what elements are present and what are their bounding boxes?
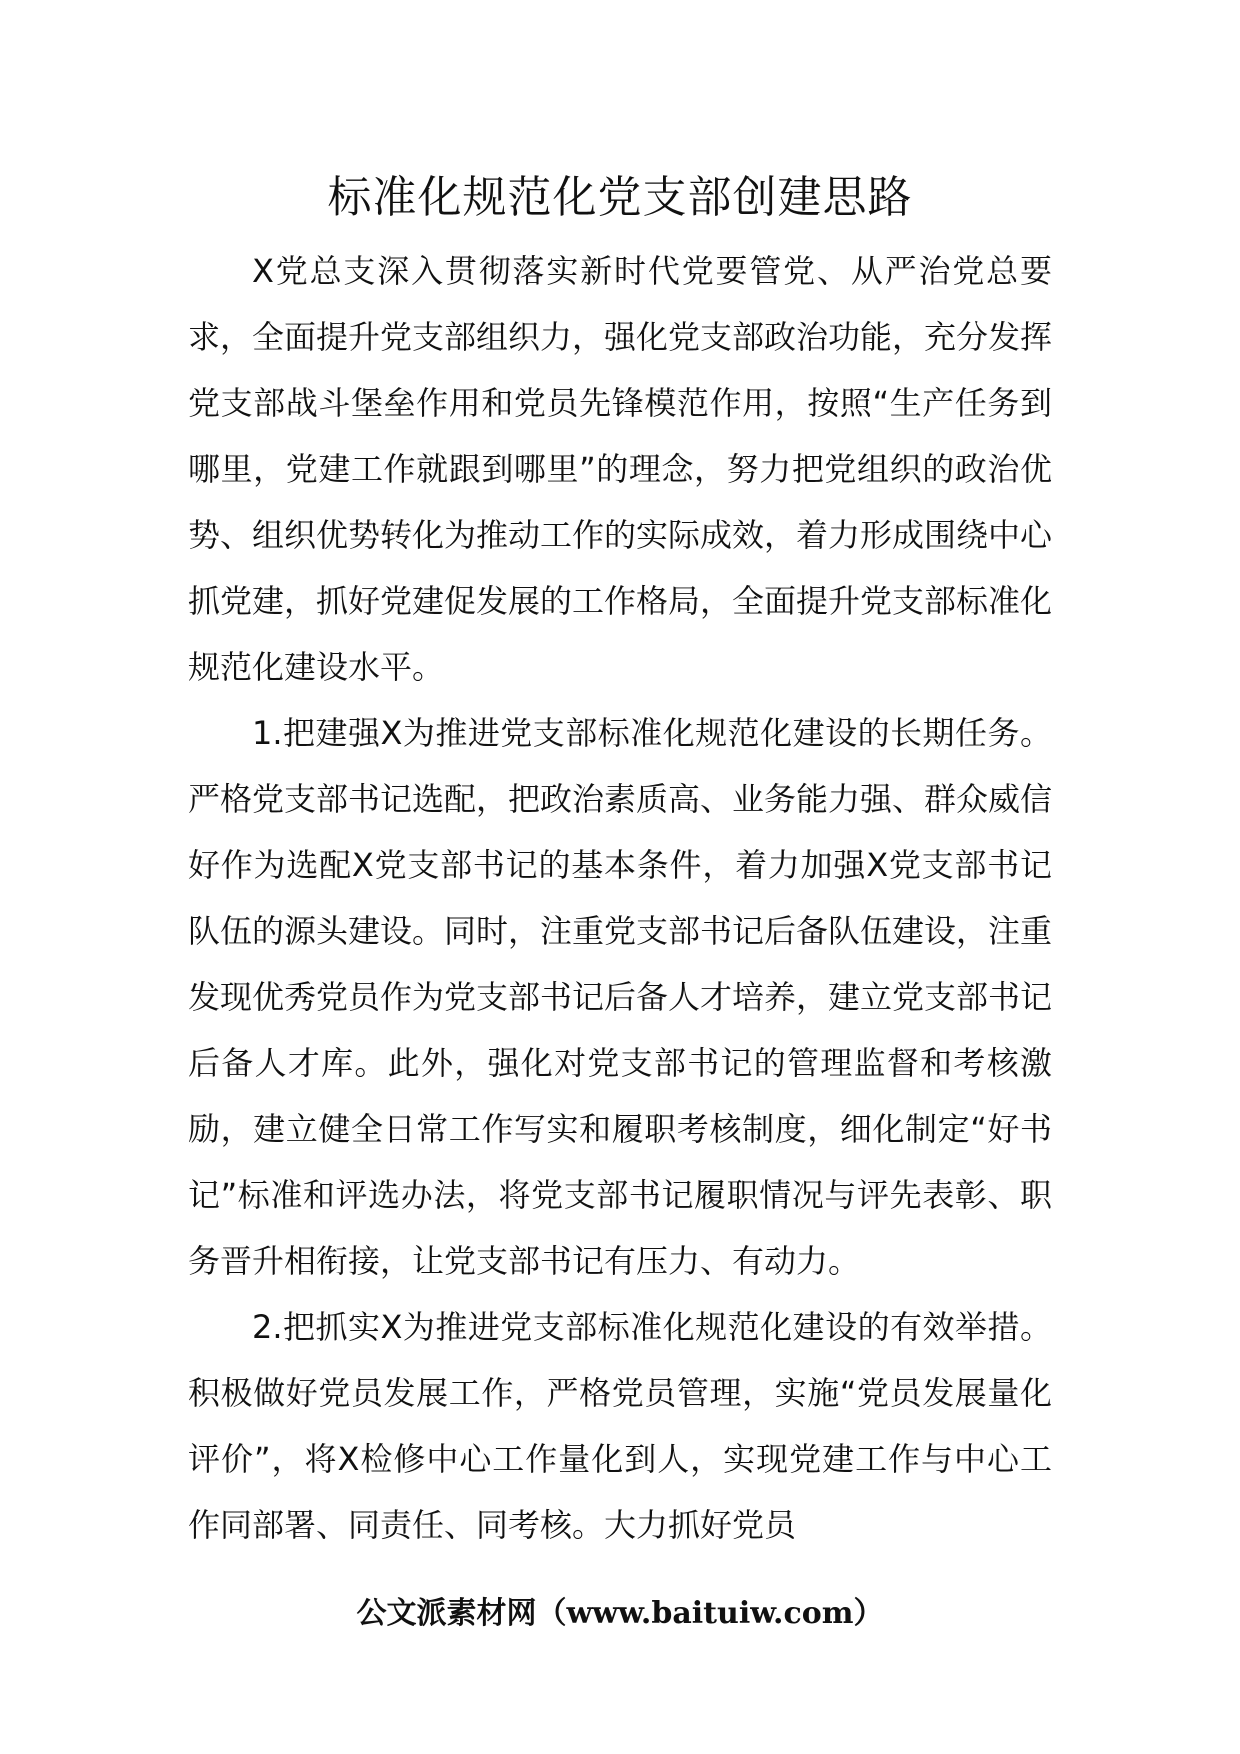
document-title: 标准化规范化党支部创建思路 [327, 172, 913, 223]
footer-source: 公文派素材网（www.baituiw.com） [356, 1596, 884, 1631]
paragraph-item-2: 2.把抓实X为推进党支部标准化规范化建设的有效举措。积极做好党员发展工作，严格党员管理，实施“党员发展量化评价”，将X检修中心工作量化到人，实现党建工作与中心工作同部署、同责任、同考核。大力抓好党员 [188, 1308, 1052, 1544]
paragraph-intro: X党总支深入贯彻落实新时代党要管党、从严治党总要求，全面提升党支部组织力，强化党支部政治功能，充分发挥党支部战斗堡垒作用和党员先锋模范作用，按照“生产任务到哪里，党建工作就跟到哪里”的理念，努力把党组织的政治优势、组织优势转化为推动工作的实际成效，着力形成围绕中心抓党建，抓好党建促发展的工作格局，全面提升党支部标准化规范化建设水平。 [188, 252, 1053, 686]
paragraph-item-1: 1.把建强X为推进党支部标准化规范化建设的长期任务。严格党支部书记选配，把政治素质高、业务能力强、群众威信好作为选配X党支部书记的基本条件，着力加强X党支部书记队伍的源头建设。同时，注重党支部书记后备队伍建设，注重发现优秀党员作为党支部书记后备人才培养，建立党支部书记后备人才库。此外，强化对党支部书记的管理监督和考核激励，建立健全日常工作写实和履职考核制度，细化制定“好书记”标准和评选办法，将党支部书记履职情况与评先表彰、职务晋升相衔接，让党支部书记有压力、有动力。 [188, 714, 1053, 1280]
document-body [188, 238, 1052, 1558]
